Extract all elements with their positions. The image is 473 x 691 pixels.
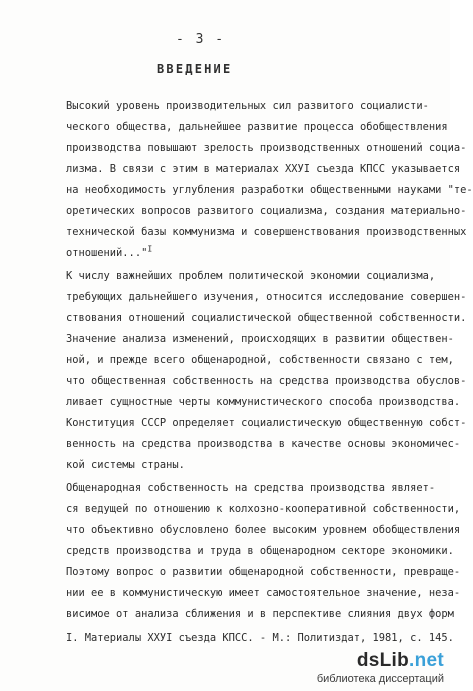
text-line: ной, и прежде всего общенародной, собственности связано с тем, <box>66 354 454 366</box>
text-line-content: отношений..." <box>66 247 148 259</box>
section-heading: ВВЕДЕНИЕ <box>157 62 233 76</box>
text-line: ливает сущностные черты коммунистического способа производства. <box>66 396 461 408</box>
body-text <box>66 96 473 625</box>
text-line: лизма. В связи с этим в материалах ХХУI съезда КПСС указывается <box>66 163 461 175</box>
watermark-logo-main: dsLib <box>356 650 410 671</box>
text-line: Значение анализа изменений, происходящих в развитии обществен- <box>66 333 454 345</box>
text-line: К числу важнейших проблем политической экономии социализма, <box>66 270 436 282</box>
text-line: нии ее в коммунистическую имеет самостоятельное значение, неза- <box>66 587 461 599</box>
text-line: что объективно обусловлено более высоким уровнем обобществления <box>66 524 461 536</box>
text-line: требующих дальнейшего изучения, относится исследование совершен- <box>66 291 467 303</box>
text-line: висимое от анализа сближения и в перспективе слияния двух форм <box>66 608 454 620</box>
watermark-logo-tld: .net <box>409 650 444 671</box>
text-line: производства повышают зрелость производственных отношений социа- <box>66 142 467 154</box>
text-line: ческого общества, дальнейшее развитие процесса обобществления <box>66 121 448 133</box>
text-line: средств производства и труда в общенародном секторе экономики. <box>66 545 454 557</box>
page-number: - 3 - <box>176 32 226 47</box>
text-line-with-footnote-ref <box>66 243 426 264</box>
footnote: I. Материалы ХХУI съезда КПСС. - М.: Политиздат, 1981, с. 145. <box>66 632 454 644</box>
footnote-reference: I <box>147 244 153 254</box>
text-line: кой системы страны. <box>66 459 185 471</box>
text-line: технической базы коммунизма и совершенствования производственных <box>66 226 467 238</box>
watermark-logo <box>357 650 444 672</box>
text-line: Высокий уровень производительных сил развитого социалисти- <box>66 100 429 112</box>
text-line: Общенародная собственность на средства производства являет- <box>66 482 436 494</box>
text-line: ся ведущей по отношению к колхозно-кооперативной собственности, <box>66 503 461 515</box>
text-line: ствования отношений социалистической общественной собственности. <box>66 312 467 324</box>
text-line: венность на средства производства в качестве основы экономичес- <box>66 438 461 450</box>
text-line: оретических вопросов развитого социализма, создания материально- <box>66 205 467 217</box>
text-line: Конституция СССР определяет социалистическую общественную собст- <box>66 417 467 429</box>
text-line: на необходимость углубления разработки общественными науками "те- <box>66 184 473 196</box>
text-line: Поэтому вопрос о развитии общенародной собственности, превраще- <box>66 566 461 578</box>
watermark-subtitle: библиотека диссертаций <box>316 673 444 685</box>
text-line: что общественная собственность на средства производства обуслов- <box>66 375 467 387</box>
watermark[interactable] <box>317 650 444 685</box>
